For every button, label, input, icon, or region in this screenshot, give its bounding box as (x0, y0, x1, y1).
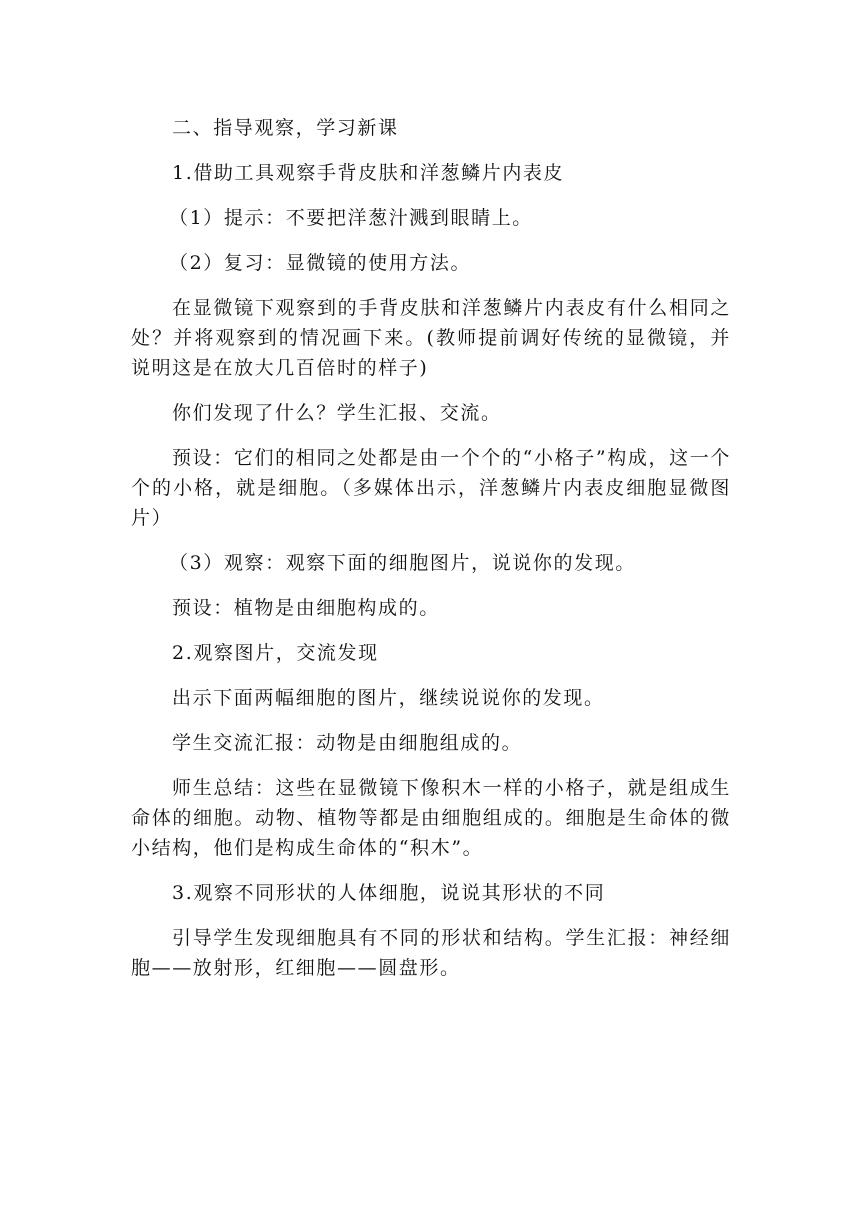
paragraph: （1）提示：不要把洋葱汁溅到眼睛上。 (169, 207, 533, 229)
paragraph: （2）复习：显微镜的使用方法。 (169, 252, 472, 274)
paragraph: 在显微镜下观察到的手背皮肤和洋葱鳞片内表皮有什么相同之处？并将观察到的情况画下来。(教师提前调好传统的显微镜，并说明这是在放大几百倍时的样子) (131, 297, 731, 379)
paragraph: 预设：它们的相同之处都是由一个个的“小格子”构成，这一个个的小格，就是细胞。（多媒体出示，洋葱鳞片内表皮细胞显微图片） (131, 447, 731, 529)
subsection-heading: 1.借助工具观察手背皮肤和洋葱鳞片内表皮 (172, 162, 565, 184)
paragraph: 你们发现了什么？学生汇报、交流。 (172, 402, 502, 424)
paragraph: 师生总结：这些在显微镜下像积木一样的小格子，就是组成生命体的细胞。动物、植物等都是由细胞组成的。细胞是生命体的微小结构，他们是构成生命体的“积木”。 (131, 777, 731, 859)
paragraph: 预设：植物是由细胞构成的。 (172, 597, 440, 619)
paragraph: 学生交流汇报：动物是由细胞组成的。 (172, 732, 523, 754)
paragraph: 出示下面两幅细胞的图片，继续说说你的发现。 (172, 687, 605, 709)
subsection-heading: 3.观察不同形状的人体细胞，说说其形状的不同 (172, 882, 606, 904)
paragraph: （3）观察：观察下面的细胞图片，说说你的发现。 (169, 552, 636, 574)
document-body (131, 113, 731, 983)
section-heading: 二、指导观察，学习新课 (172, 117, 399, 139)
subsection-heading: 2.观察图片，交流发现 (172, 642, 379, 664)
paragraph: 引导学生发现细胞具有不同的形状和结构。学生汇报：神经细胞——放射形，红细胞——圆盘形。 (131, 927, 731, 979)
